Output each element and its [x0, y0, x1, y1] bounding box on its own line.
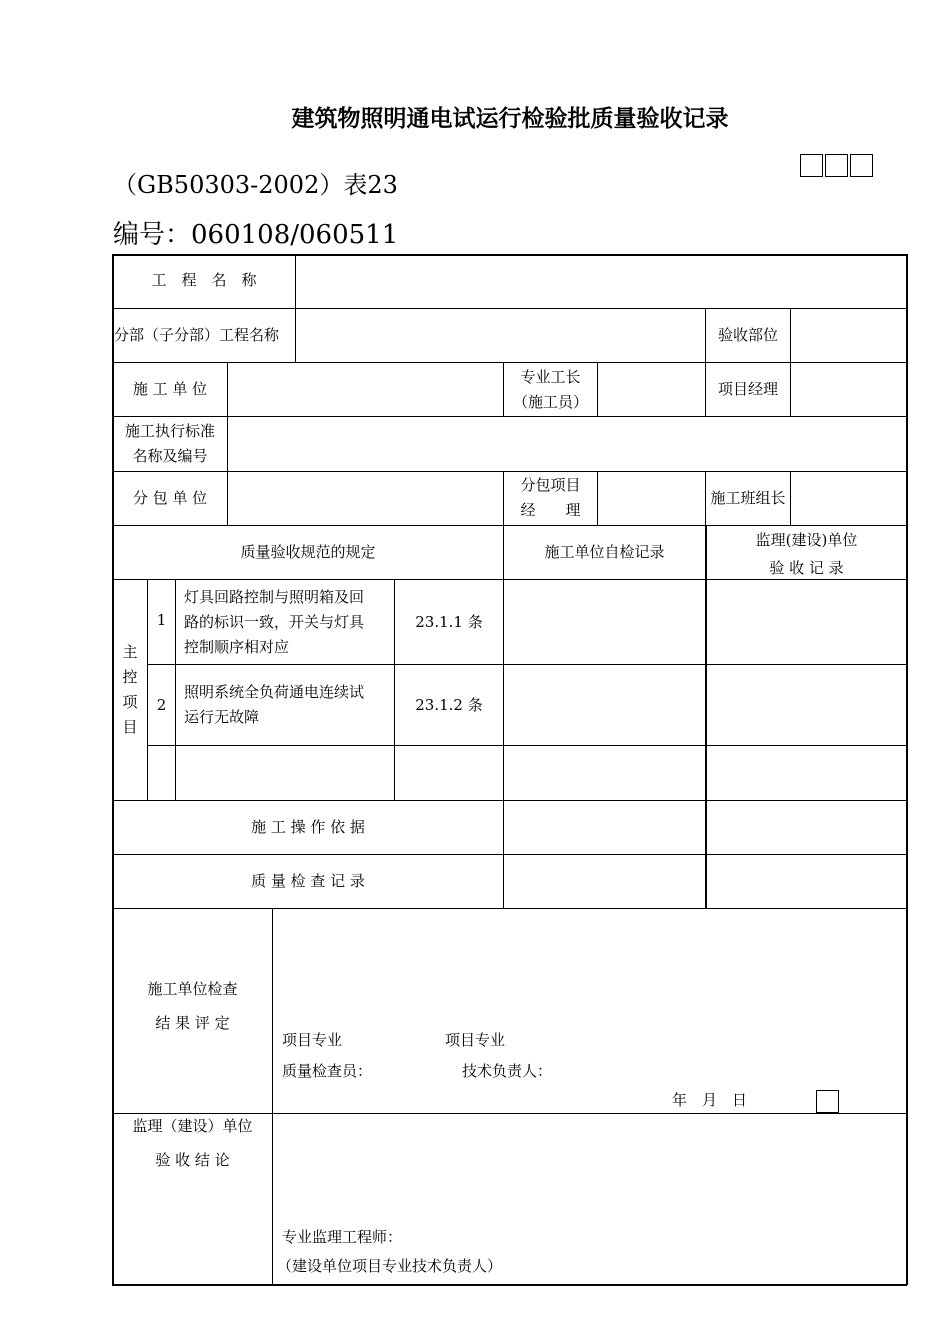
quality-record-label: 质 量 检 查 记 录	[251, 872, 365, 890]
checkbox-group	[800, 154, 875, 177]
rule	[227, 362, 228, 526]
main-control-char: 控	[122, 668, 138, 686]
item-description: 运行无故障	[184, 708, 260, 726]
project-manager-label: 项目经理	[717, 380, 778, 398]
spec-header: 质量验收规范的规定	[240, 543, 376, 561]
quality-inspector-label: 质量检查员：	[282, 1062, 373, 1080]
supervision-conclusion-label-2: 验 收 结 论	[155, 1151, 230, 1169]
unit-check-label-1: 施工单位检查	[147, 980, 238, 998]
supervision-header-2: 验 收 记 录	[769, 559, 844, 577]
item-description: 照明系统全负荷通电连续试	[184, 683, 365, 701]
rule	[597, 362, 598, 417]
standard-label-2: 名称及编号	[132, 447, 208, 465]
unit-check-label-2: 结 果 评 定	[155, 1014, 230, 1032]
team-leader-label: 施工班组长	[710, 489, 786, 507]
foreman-label-2: （施工员）	[512, 393, 588, 411]
supervision-conclusion-label-1: 监理（建设）单位	[132, 1117, 253, 1135]
rule	[112, 362, 907, 363]
owner-tech-lead-label: （建设单位项目专业技术负责人）	[277, 1257, 503, 1275]
sub-pm-label-1: 分包项目	[520, 476, 581, 494]
rule	[147, 664, 907, 665]
checkbox[interactable]	[800, 154, 823, 177]
rule	[112, 525, 907, 526]
date-checkbox[interactable]	[816, 1090, 839, 1113]
item-number: 2	[156, 696, 167, 714]
item-description: 路的标识一致，开关与灯具	[184, 613, 365, 631]
project-name-label: 工 程 名 称	[151, 271, 257, 289]
project-professional-label: 项目专业	[282, 1031, 343, 1049]
supervision-engineer-label: 专业监理工程师：	[282, 1228, 403, 1246]
document-number: 编号：060108/060511	[113, 220, 399, 250]
item-description: 灯具回路控制与照明箱及回	[184, 588, 365, 606]
checkbox[interactable]	[825, 154, 848, 177]
rule	[112, 308, 907, 309]
supervision-header-1: 监理(建设)单位	[755, 531, 858, 549]
rule	[147, 745, 907, 746]
item-description: 控制顺序相对应	[184, 638, 290, 656]
rule	[790, 308, 791, 363]
rule	[705, 525, 707, 909]
rule	[112, 800, 907, 801]
construction-unit-label: 施 工 单 位	[132, 380, 208, 398]
rule	[175, 579, 176, 801]
rule	[597, 471, 598, 526]
rule	[112, 416, 907, 417]
rule	[503, 525, 504, 909]
rule	[906, 254, 908, 1285]
rule	[112, 908, 907, 909]
tech-lead-label: 技术负责人：	[462, 1062, 553, 1080]
document-title: 建筑物照明通电试运行检验批质量验收记录	[291, 106, 729, 132]
sub-project-label: 分部（子分部）工程名称	[114, 326, 280, 344]
item-clause: 23.1.1 条	[415, 613, 483, 631]
project-professional-label: 项目专业	[445, 1031, 506, 1049]
item-clause: 23.1.2 条	[415, 696, 483, 714]
rule	[790, 471, 791, 526]
main-control-char: 主	[122, 643, 138, 661]
operation-basis-label: 施 工 操 作 依 据	[251, 818, 365, 836]
checkbox[interactable]	[850, 154, 873, 177]
rule	[112, 1284, 907, 1286]
rule	[112, 471, 907, 472]
rule	[112, 854, 907, 855]
foreman-label-1: 专业工长	[520, 368, 581, 386]
sub-pm-label-2: 经 理	[520, 501, 581, 519]
subcontractor-label: 分 包 单 位	[132, 489, 208, 507]
rule	[790, 362, 791, 417]
rule	[272, 908, 273, 1285]
date-label: 年 月 日	[672, 1091, 748, 1109]
standard-label-1: 施工执行标准	[124, 422, 215, 440]
main-control-char: 项	[122, 693, 138, 711]
acceptance-part-label: 验收部位	[717, 326, 778, 344]
standard-reference: （GB50303-2002）表23	[113, 171, 398, 199]
project-name-field[interactable]	[296, 256, 906, 307]
main-control-char: 目	[122, 718, 138, 736]
item-number: 1	[156, 611, 167, 629]
self-check-header: 施工单位自检记录	[544, 543, 665, 561]
